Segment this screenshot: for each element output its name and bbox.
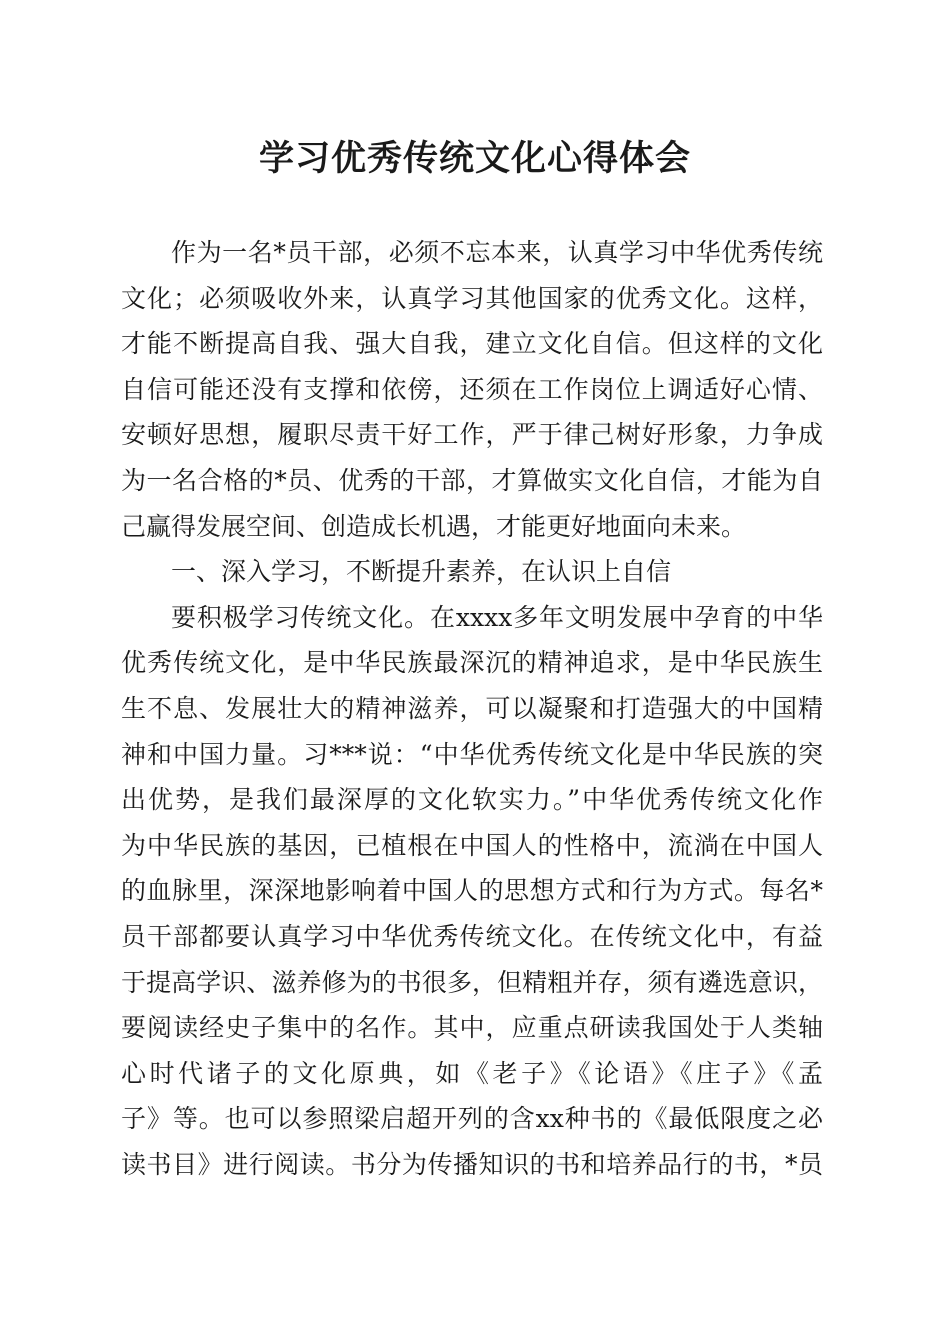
body-line: 己赢得发展空间、创造成长机遇，才能更好地面向未来。 (121, 511, 747, 541)
body-line: 优秀传统文化，是中华民族最深沉的精神追求，是中华民族生 (121, 648, 823, 678)
body-line: 出优势，是我们最深厚的文化软实力。”中华优秀传统文化作 (121, 785, 823, 815)
body-line: 读书目》进行阅读。书分为传播知识的书和培养品行的书，*员 (121, 1149, 823, 1179)
body-line: 才能不断提高自我、强大自我，建立文化自信。但这样的文化 (121, 329, 823, 359)
body-line: 安顿好思想，履职尽责干好工作，严于律己树好形象，力争成 (121, 420, 823, 450)
body-line: 心时代诸子的文化原典，如《老子》《论语》《庄子》《孟 (121, 1058, 823, 1088)
body-line: 为一名合格的*员、优秀的干部，才算做实文化自信，才能为自 (121, 465, 823, 495)
document-body (121, 230, 823, 1187)
body-line: 生不息、发展壮大的精神滋养，可以凝聚和打造强大的中国精 (121, 693, 823, 723)
body-line: 自信可能还没有支撑和依傍，还须在工作岗位上调适好心情、 (121, 374, 823, 404)
body-line: 员干部都要认真学习中华优秀传统文化。在传统文化中，有益 (121, 921, 823, 951)
body-line: 作为一名*员干部，必须不忘本来，认真学习中华优秀传统 (171, 238, 823, 267)
body-line: 一、深入学习，不断提升素养，在认识上自信 (171, 557, 672, 587)
body-line: 要积极学习传统文化。在xxxx多年文明发展中孕育的中华 (171, 602, 823, 632)
body-line: 文化；必须吸收外来，认真学习其他国家的优秀文化。这样， (121, 283, 823, 313)
body-line: 为中华民族的基因，已植根在中国人的性格中，流淌在中国人 (121, 830, 823, 860)
body-line: 神和中国力量。习***说：“中华优秀传统文化是中华民族的突 (121, 739, 823, 769)
document-title: 学习优秀传统文化心得体会 (258, 138, 691, 179)
body-line: 要阅读经史子集中的名作。其中，应重点研读我国处于人类轴 (121, 1013, 823, 1043)
body-line: 于提高学识、滋养修为的书很多，但精粗并存，须有遴选意识， (121, 967, 823, 997)
body-line: 的血脉里，深深地影响着中国人的思想方式和行为方式。每名* (121, 876, 823, 906)
body-line: 子》等。也可以参照梁启超开列的含xx种书的《最低限度之必 (121, 1104, 823, 1134)
